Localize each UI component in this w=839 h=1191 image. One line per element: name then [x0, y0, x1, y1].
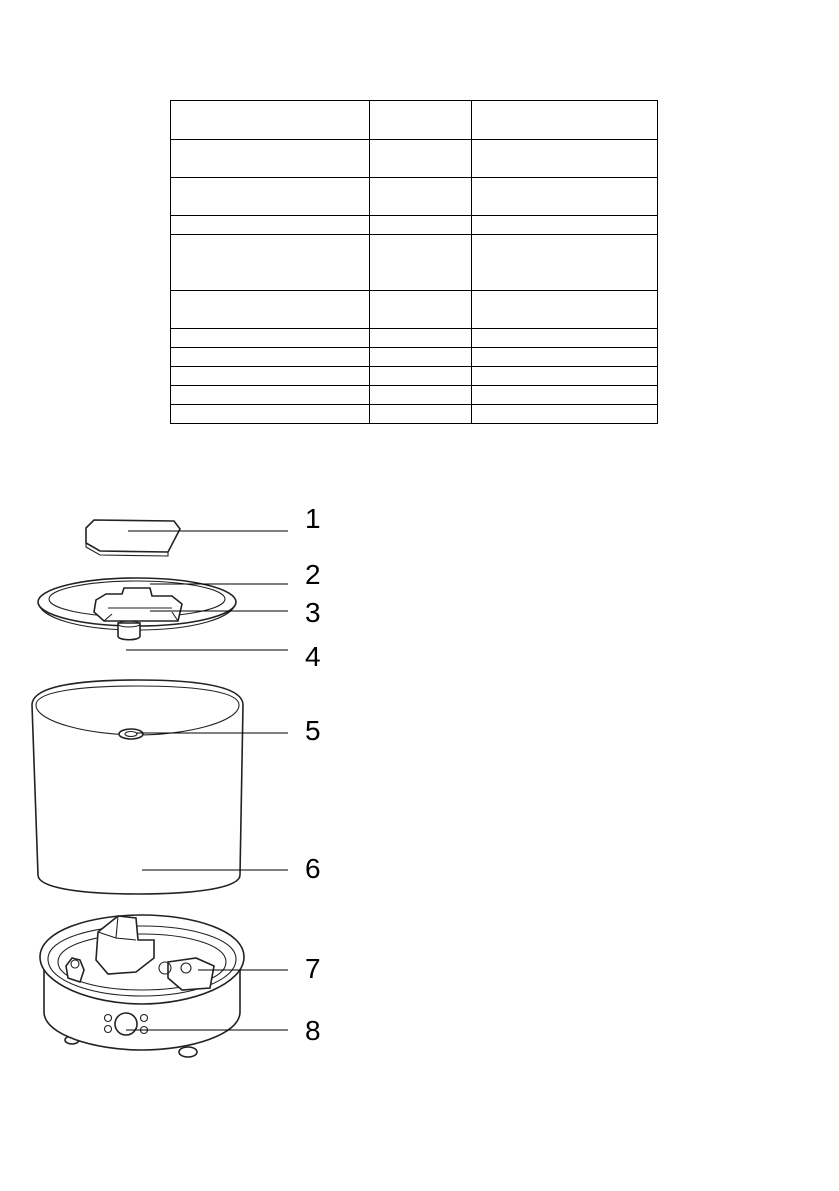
- table-row: [171, 235, 658, 291]
- table-cell: [370, 405, 472, 424]
- table-row: [171, 367, 658, 386]
- cover-cap-part: [86, 520, 180, 556]
- table-cell: [370, 140, 472, 178]
- table-row: [171, 178, 658, 216]
- table-cell: [472, 235, 658, 291]
- table-cell: [472, 140, 658, 178]
- top-lid-part: [38, 578, 236, 640]
- table-cell: [171, 367, 370, 386]
- table-cell: [171, 178, 370, 216]
- callout-number-5: 5: [305, 715, 321, 746]
- table-cell: [370, 216, 472, 235]
- callout-number-8: 8: [305, 1015, 321, 1046]
- table-row: [171, 101, 658, 140]
- callout-number-1: 1: [305, 503, 321, 534]
- table-cell: [171, 348, 370, 367]
- table-cell: [472, 348, 658, 367]
- table-cell: [472, 178, 658, 216]
- table-cell: [472, 291, 658, 329]
- table-cell: [171, 291, 370, 329]
- table-cell: [472, 329, 658, 348]
- table-row: [171, 348, 658, 367]
- table-cell: [370, 348, 472, 367]
- base-unit-part: [40, 915, 244, 1057]
- water-tank-part: [32, 680, 243, 894]
- table-cell: [472, 216, 658, 235]
- exploded-parts-diagram: [0, 490, 839, 1070]
- table-cell: [171, 140, 370, 178]
- callout-labels: [305, 503, 321, 1046]
- table-cell: [370, 291, 472, 329]
- table-cell: [472, 101, 658, 140]
- table-cell: [370, 367, 472, 386]
- table-cell: [370, 329, 472, 348]
- table-cell: [370, 386, 472, 405]
- callout-number-2: 2: [305, 559, 321, 590]
- table-cell: [171, 101, 370, 140]
- table-cell: [472, 386, 658, 405]
- table-cell: [472, 367, 658, 386]
- table-cell: [370, 178, 472, 216]
- table-cell: [171, 329, 370, 348]
- table-cell: [171, 405, 370, 424]
- table-cell: [370, 235, 472, 291]
- table-cell: [370, 101, 472, 140]
- table-row: [171, 140, 658, 178]
- table-row: [171, 291, 658, 329]
- table-cell: [171, 235, 370, 291]
- callout-number-7: 7: [305, 953, 321, 984]
- table-row: [171, 386, 658, 405]
- callout-number-6: 6: [305, 853, 321, 884]
- specification-table: [170, 100, 658, 424]
- table-row: [171, 405, 658, 424]
- table-cell: [171, 216, 370, 235]
- table-cell: [171, 386, 370, 405]
- table-cell: [472, 405, 658, 424]
- table-row: [171, 329, 658, 348]
- callout-number-4: 4: [305, 641, 321, 672]
- callout-number-3: 3: [305, 597, 321, 628]
- table-row: [171, 216, 658, 235]
